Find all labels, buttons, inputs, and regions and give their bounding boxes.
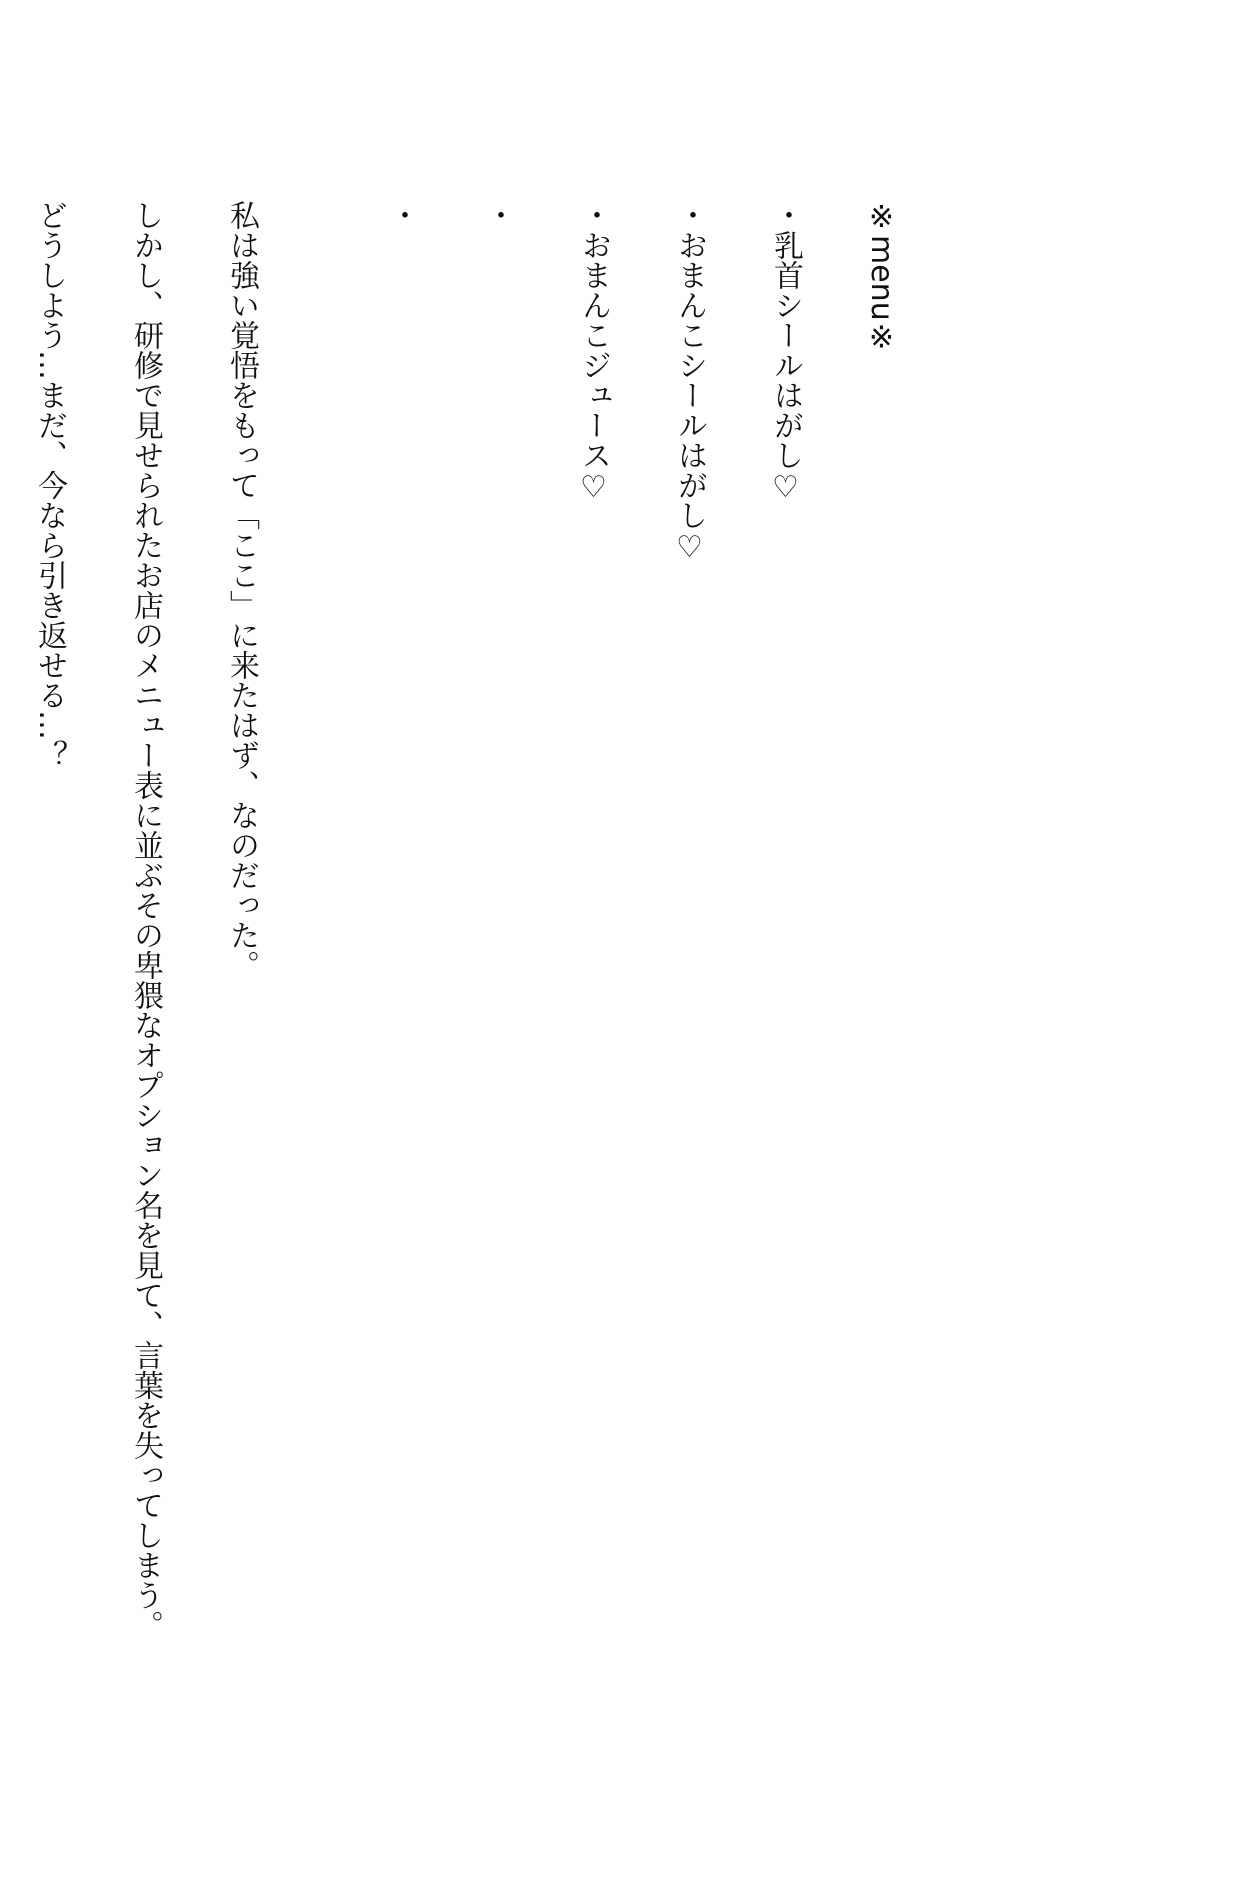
menu-item: ・おまんこシールはがし♡	[672, 200, 707, 565]
text-line: 私は強い覚悟をもって「ここ」に来たはず、なのだった。	[224, 200, 259, 980]
menu-item: ・乳首シールはがし♡	[768, 200, 803, 505]
vertical-text-body	[0, 200, 961, 1640]
menu-item: ・	[384, 200, 419, 230]
menu-heading: ※menu※	[864, 200, 899, 356]
text-line: しかし、研修で見せられたお店のメニュー表に並ぶその卑猥なオプション名を見て、言葉を失ってしまう。	[128, 200, 163, 1640]
menu-item: ・	[480, 200, 515, 230]
text-line: どうしよう…まだ、今なら引き返せる…？	[32, 200, 67, 770]
menu-item: ・おまんこジュース♡	[576, 200, 611, 505]
